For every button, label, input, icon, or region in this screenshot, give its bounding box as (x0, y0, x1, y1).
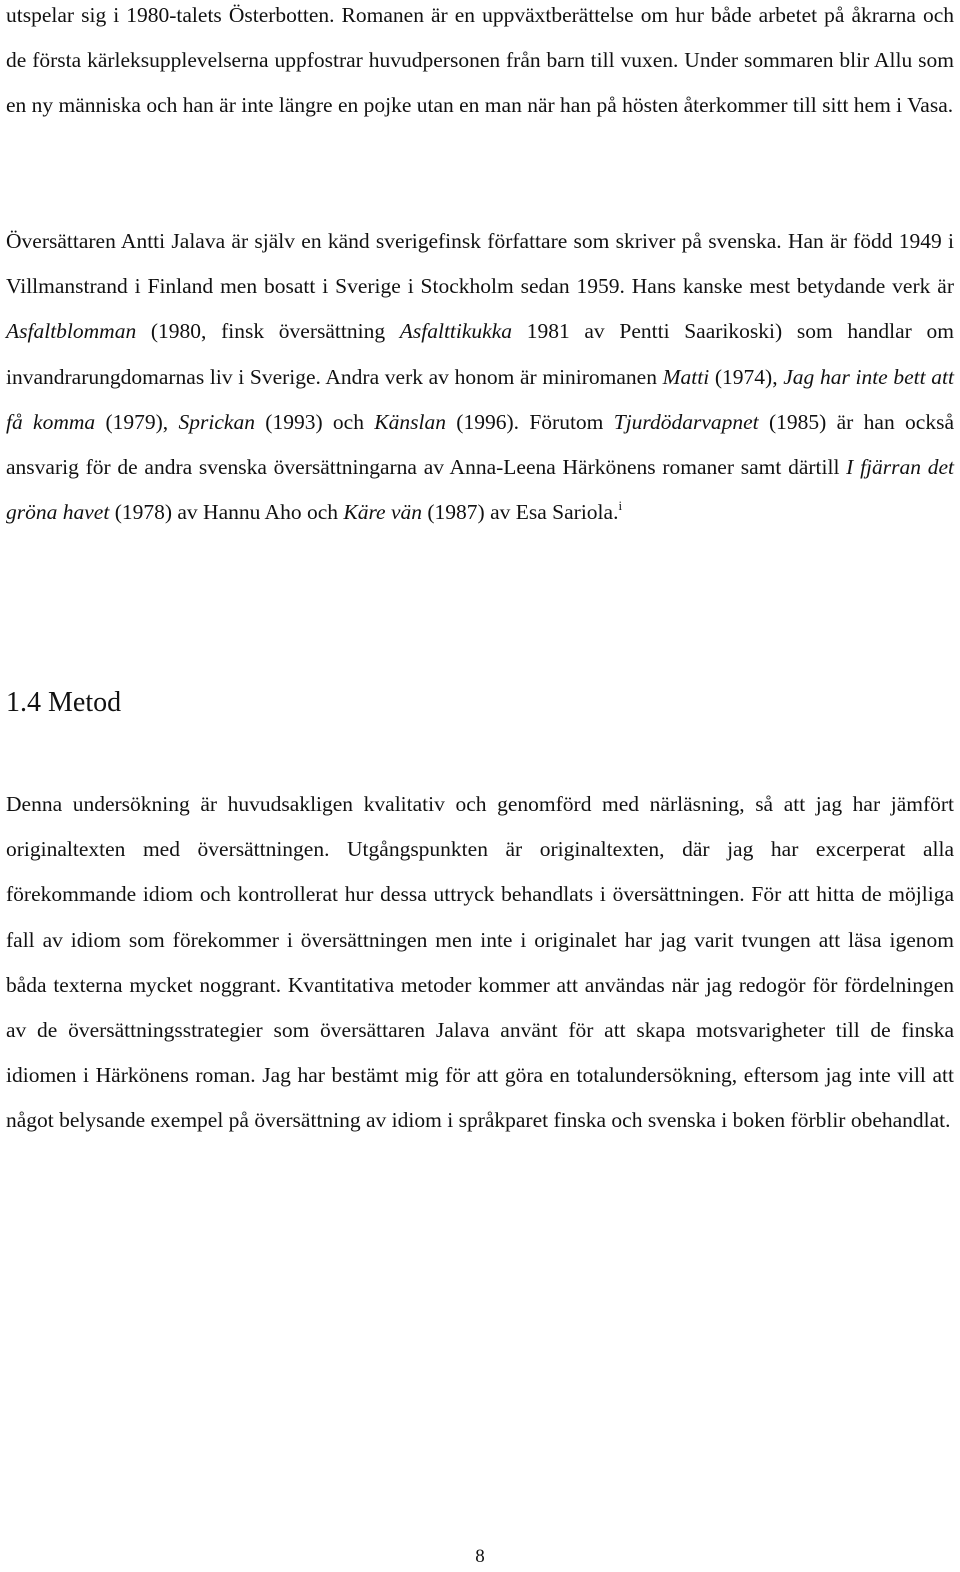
translator-paragraph (6, 219, 954, 535)
intro-paragraph: utspelar sig i 1980-talets Österbotten. Romanen är en uppväxtberättelse om hur både arbetet på åkrarna och de första kärleksupplevelserna uppfostrar huvudpersonen från barn till vuxen. Under sommaren blir Allu som en ny människa och han är inte längre en pojke utan en man när han på hösten återkommer till sitt hem i Vasa. (6, 3, 954, 118)
work-title: I fjärran det gröna havet (6, 455, 954, 525)
work-title: Jag har inte bett att få komma (6, 364, 954, 434)
work-title: Känslan (374, 409, 446, 434)
work-title: Tjurdödarvapnet (613, 409, 759, 434)
text-run: (1993) och (254, 409, 375, 434)
text-run: (1979), (95, 409, 179, 434)
footnote-mark[interactable]: i (618, 498, 623, 514)
text-run: (1987) av Esa Sariola. (422, 500, 619, 525)
text-run: (1980, finsk översättning (136, 319, 400, 344)
page-number: 8 (475, 1546, 485, 1567)
text-run: Översättaren Antti Jalava är själv en känd sverigefinsk författare som skriver på svenska. Han är född 1949 i Villmanstrand i Finland men bosatt i Sverige i Stockholm sedan 1959. Hans kanske mest betydande verk är (6, 229, 954, 299)
text-run: (1985) är han också ansvarig för de andra svenska översättningarna av Anna-Leena Härkönens romaner samt därtill (6, 409, 954, 480)
section-heading: 1.4 Metod (6, 687, 122, 718)
method-paragraph: Denna undersökning är huvudsakligen kvalitativ och genomförd med närläsning, så att jag har jämfört originaltexten med översättningen. Utgångspunkten är originaltexten, där jag har excerperat alla förekommande idiom och kontrollerat hur dessa uttryck behandlats i översättningen. För att hitta de möjliga fall av idiom som förekommer i översättningen men inte i originalet har jag varit tvungen att läsa igenom båda texterna mycket noggrant. Kvantitativa metoder kommer att användas när jag redogör för fördelningen av de översättningsstrategier som översättaren Jalava använt för att skapa motsvarigheter till de finska idiomen i Härkönens roman. Jag har bestämt mig för att göra en totalundersökning, eftersom jag inte vill att något belysande exempel på översättning av idiom i språkparet finska och svenska i boken förblir obehandlat. (6, 792, 954, 1133)
text-run: (1974), (709, 364, 784, 389)
work-title: Sprickan (178, 409, 255, 434)
text-run: (1996). Förutom (445, 409, 614, 434)
work-title: Matti (662, 364, 710, 389)
work-title: Asfalttikukka (399, 319, 513, 344)
text-run: 1981 av Pentti Saarikoski) som handlar om invandrarungdomarnas liv i Sverige. Andra verk av honom är miniromanen (6, 319, 954, 389)
work-title: Käre vän (343, 500, 423, 525)
text-run: (1978) av Hannu Aho och (109, 500, 344, 525)
work-title: Asfaltblomman (6, 319, 137, 344)
